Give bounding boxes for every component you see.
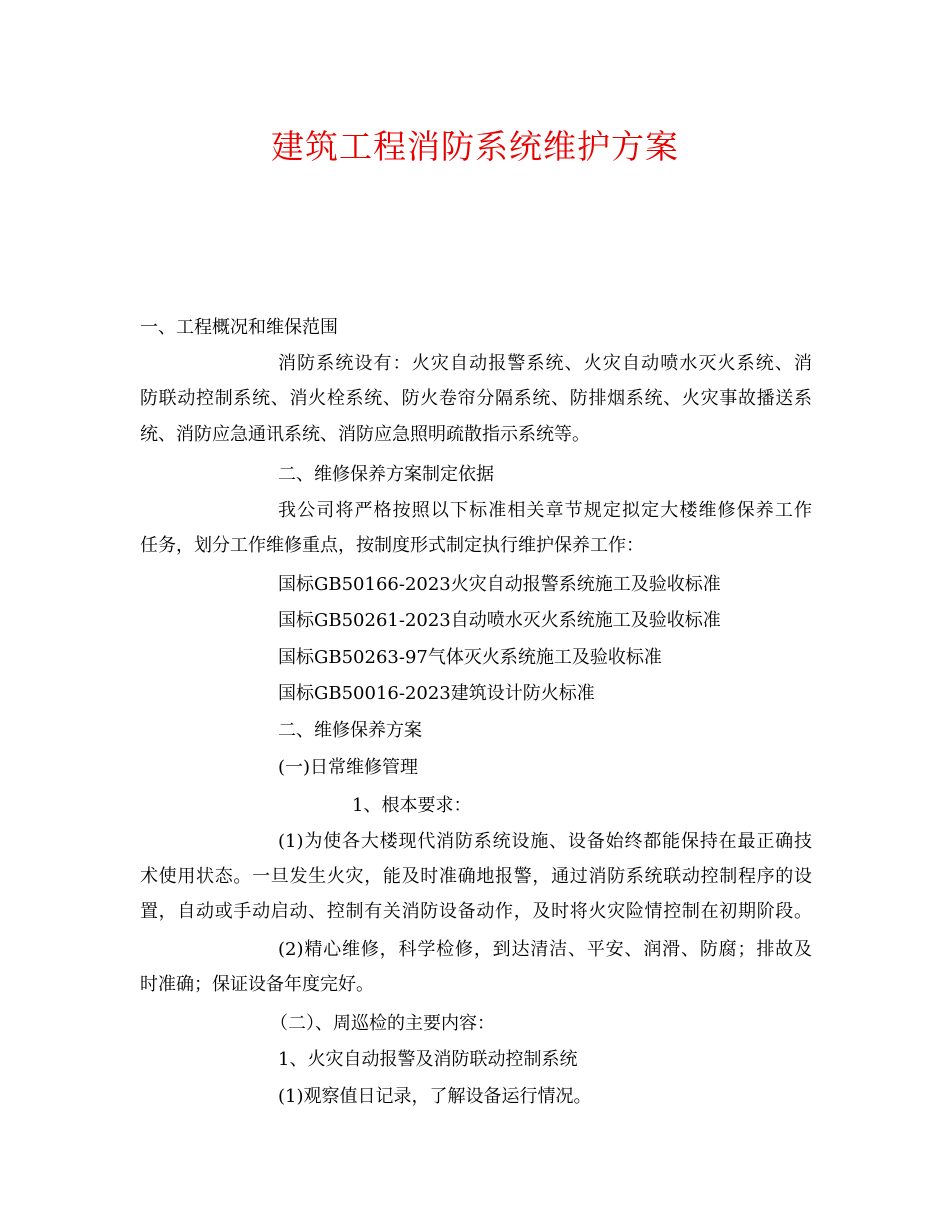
subsection-heading-weekly: （二）、周巡检的主要内容： bbox=[270, 1013, 495, 1034]
paragraph-line: (1)为使各大楼现代消防系统设施、设备始终都能保持在最正确技 bbox=[278, 831, 812, 852]
subsection-heading-daily: (一)日常维修管理 bbox=[278, 757, 419, 778]
paragraph-line: 置，自动或手动启动、控制有关消防设备动作，及时将火灾险情控制在初期阶段。 bbox=[140, 901, 812, 922]
paragraph-line: 术使用状态。一旦发生火灾，能及时准确地报警，通过消防系统联动控制程序的设 bbox=[140, 866, 812, 887]
paragraph-line: 任务，划分工作维修重点，按制度形式制定执行维护保养工作： bbox=[140, 535, 644, 556]
standard-item: 国标GB50016-2023建筑设计防火标准 bbox=[278, 683, 595, 704]
paragraph-line: 防联动控制系统、消火栓系统、防火卷帘分隔系统、防排烟系统、火灾事故播送系 bbox=[140, 388, 812, 409]
document-title: 建筑工程消防系统维护方案 bbox=[271, 127, 679, 166]
paragraph-line: (2)精心维修，科学检修，到达清洁、平安、润滑、防腐；排故及 bbox=[278, 939, 812, 960]
paragraph-line: 消防系统设有：火灾自动报警系统、火灾自动喷水灭火系统、消 bbox=[278, 353, 812, 374]
section-heading-overview: 一、工程概况和维保范围 bbox=[140, 317, 338, 338]
standard-item: 国标GB50263-97气体灭火系统施工及验收标准 bbox=[278, 647, 662, 668]
standard-item: 国标GB50261-2023自动喷水灭火系统施工及验收标准 bbox=[278, 610, 721, 631]
paragraph-line: 时准确；保证设备年度完好。 bbox=[140, 974, 374, 995]
item-heading-requirements: 1、根本要求： bbox=[352, 795, 472, 816]
item-heading-alarm-system: 1、火灾自动报警及消防联动控制系统 bbox=[278, 1049, 578, 1070]
paragraph-line: 统、消防应急通讯系统、消防应急照明疏散指示系统等。 bbox=[140, 424, 590, 445]
paragraph-line: (1)观察值日记录，了解设备运行情况。 bbox=[278, 1086, 592, 1107]
section-heading-plan: 二、维修保养方案 bbox=[278, 720, 422, 741]
paragraph-line: 我公司将严格按照以下标准相关章节规定拟定大楼维修保养工作 bbox=[278, 500, 812, 521]
standard-item: 国标GB50166-2023火灾自动报警系统施工及验收标准 bbox=[278, 574, 721, 595]
section-heading-basis: 二、维修保养方案制定依据 bbox=[278, 464, 494, 485]
